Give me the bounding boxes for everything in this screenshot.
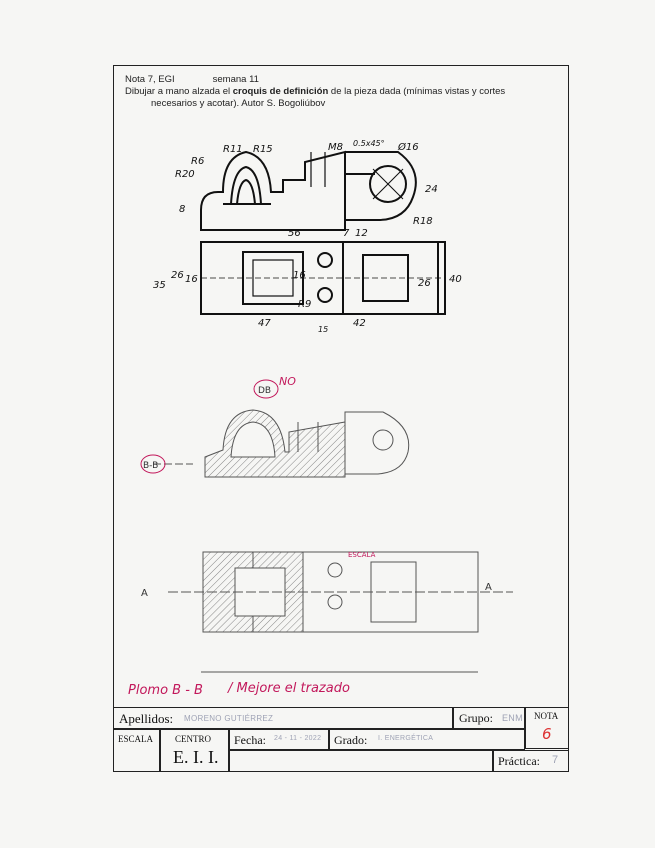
cut-label-left: A [141,588,148,599]
note-plomo: Plomo B - B [128,683,203,698]
dim-16a: 16 [185,274,198,285]
dim-R18: R18 [413,216,433,227]
centro-cell [160,729,229,772]
fecha-cell [229,729,329,750]
reference-front-view [201,152,416,230]
fecha-label: Fecha: [234,733,266,747]
blank-cell [229,750,493,772]
student-front-section [153,410,409,477]
dim-15: 15 [318,325,329,334]
nota-cell [525,707,569,749]
escala-annotation: ESCALA [348,551,376,559]
centro-value: E. I. I. [173,747,219,767]
dim-R15: R15 [253,144,273,155]
reference-plan-view [201,242,445,314]
dim-R11: R11 [223,144,243,155]
dim-R6: R6 [191,156,205,167]
dim-42: 42 [353,318,366,329]
dim-R20: R20 [175,169,195,180]
apellidos-cell [113,707,453,729]
cut-label-right: A [485,582,492,593]
assignment-header [125,74,555,110]
header-semana: semana 11 [212,74,259,85]
dim-40: 40 [449,274,462,285]
dim-26b: 26 [418,278,431,289]
header-instruction-line3: necesarios y acotar). Autor S. Bogoliúbov [151,98,326,109]
reference-plan-dims [153,228,462,334]
view-label-db: DB [258,386,272,396]
title-block [113,707,569,772]
note-mejore: / Mejore el trazado [228,681,350,696]
dim-26a: 26 [171,270,184,281]
apellidos-value: MORENO GUTIÉRREZ [184,714,274,723]
header-instruction [125,86,555,98]
nota-value: 6 [542,725,552,743]
dim-35: 35 [153,280,166,291]
dim-16b: 16 [293,270,306,281]
instruction-part-b: de la pieza dada (mínimas vistas y cortes [328,86,506,97]
practica-label: Práctica: [498,754,540,768]
instruction-bold: croquis de definición [232,86,329,97]
grado-label: Grado: [334,733,368,747]
dim-8: 8 [179,204,186,215]
nota-label: NOTA [534,711,559,721]
centro-label: CENTRO [175,734,211,744]
practica-value: 7 [552,754,559,766]
grupo-value: ENM [502,713,523,723]
escala-label: ESCALA [118,734,154,744]
dim-47: 47 [258,318,271,329]
apellidos-label: Apellidos: [119,711,174,726]
grado-cell [329,729,525,750]
dim-R9: R9 [298,299,312,310]
escala-cell [113,729,160,772]
grado-value: I. ENERGÉTICA [378,735,434,742]
reference-front-dims [175,139,438,227]
dim-M8: M8 [328,142,343,153]
grupo-label: Grupo: [459,711,493,725]
dim-diam16: Ø16 [398,142,419,153]
dim-56: 56 [288,228,301,239]
header-nota: Nota 7, EGI [125,74,175,85]
instruction-part-a: Dibujar a mano alzada el [125,86,233,97]
handwritten-no: NO [279,375,296,388]
student-plan-section [168,552,513,672]
dim-7: 7 [343,228,350,239]
practica-cell [493,750,569,772]
fecha-value: 24 - 11 - 2022 [274,735,322,742]
grupo-cell [453,707,525,729]
dim-chamfer: 0.5x45° [353,139,385,148]
section-label: B-B [143,461,159,471]
teacher-notes [128,681,350,698]
technical-drawing [113,112,569,702]
dim-24: 24 [425,184,438,195]
dim-12: 12 [355,228,368,239]
